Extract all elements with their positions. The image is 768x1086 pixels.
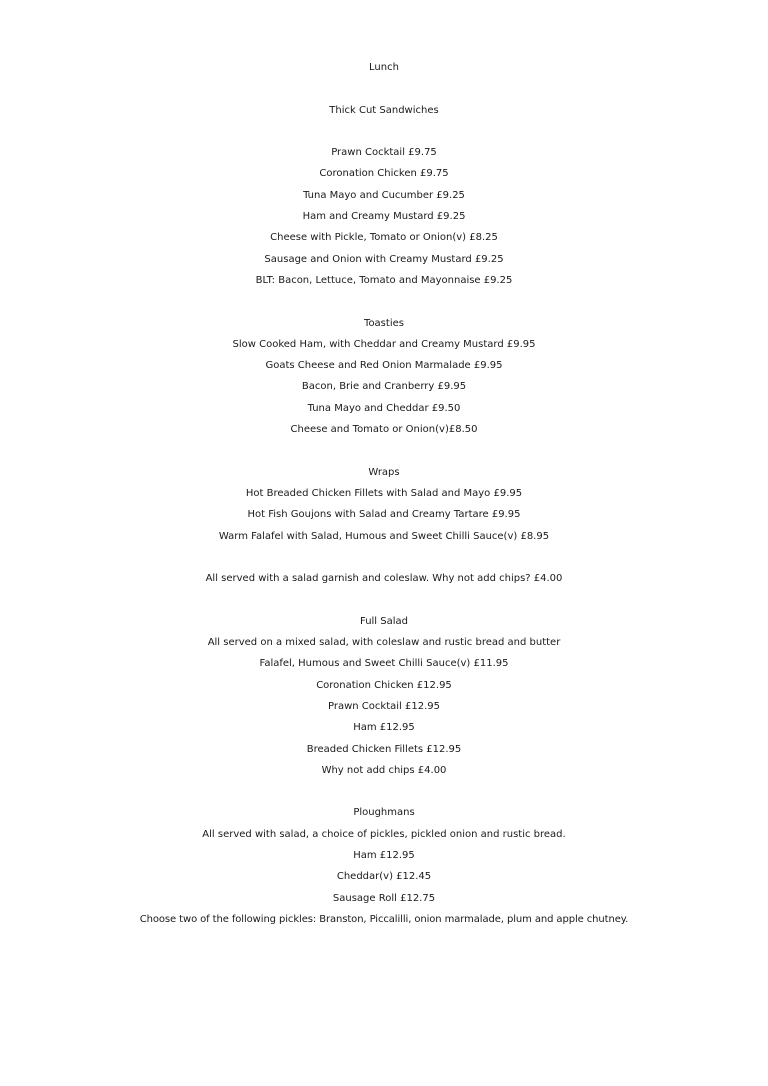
full-salad-item: Ham £12.95	[353, 722, 415, 734]
served-note: All served with a salad garnish and coleslaw. Why not add chips? £4.00	[205, 573, 563, 585]
spacer	[0, 121, 768, 142]
sandwich-item: Prawn Cocktail £9.75	[331, 147, 437, 159]
sandwiches-heading: Thick Cut Sandwiches	[329, 104, 439, 116]
spacer	[0, 440, 768, 461]
toastie-item: Goats Cheese and Red Onion Marmalade £9.95	[265, 360, 503, 372]
ploughmans-item: Sausage Roll £12.75	[332, 892, 436, 904]
toastie-item: Slow Cooked Ham, with Cheddar and Creamy Mustard £9.95	[232, 338, 536, 350]
menu-title: Lunch	[369, 62, 399, 73]
full-salad-item: Prawn Cocktail £12.95	[328, 700, 440, 712]
sandwich-item: Ham and Creamy Mustard £9.25	[302, 211, 466, 223]
wraps-heading: Wraps	[368, 466, 400, 478]
sandwich-item: Sausage and Onion with Creamy Mustard £9.25	[264, 253, 504, 265]
ploughmans-heading: Ploughmans	[353, 807, 415, 819]
full-salad-intro: All served on a mixed salad, with coleslaw and rustic bread and butter	[207, 637, 561, 649]
ploughmans-intro: All served with salad, a choice of pickles, pickled onion and rustic bread.	[202, 828, 566, 840]
full-salad-heading: Full Salad	[359, 615, 408, 627]
full-salad-item: Coronation Chicken £12.95	[316, 679, 452, 691]
wrap-item: Hot Fish Goujons with Salad and Creamy Tartare £9.95	[247, 509, 521, 521]
spacer	[0, 781, 768, 802]
toastie-item: Cheese and Tomato or Onion(v)£8.50	[290, 424, 478, 436]
sandwich-item: Coronation Chicken £9.75	[319, 168, 449, 180]
full-salad-item: Breaded Chicken Fillets £12.95	[306, 743, 462, 755]
pickles-note: Choose two of the following pickles: Branston, Piccalilli, onion marmalade, plum and apple chutney.	[139, 913, 629, 925]
spacer	[0, 589, 768, 610]
ploughmans-item: Cheddar(v) £12.45	[336, 871, 432, 883]
spacer	[0, 78, 768, 99]
lunch-menu	[0, 57, 768, 930]
wrap-item: Hot Breaded Chicken Fillets with Salad and Mayo £9.95	[245, 487, 523, 499]
toastie-item: Bacon, Brie and Cranberry £9.95	[301, 381, 467, 393]
toastie-item: Tuna Mayo and Cheddar £9.50	[307, 402, 461, 414]
wrap-item: Warm Falafel with Salad, Humous and Sweet Chilli Sauce(v) £8.95	[218, 530, 550, 542]
spacer	[0, 547, 768, 568]
sandwich-item: Tuna Mayo and Cucumber £9.25	[303, 189, 465, 201]
toasties-heading: Toasties	[364, 317, 404, 329]
full-salad-item: Falafel, Humous and Sweet Chilli Sauce(v) £11.95	[259, 658, 509, 670]
sandwich-item: Cheese with Pickle, Tomato or Onion(v) £8.25	[270, 232, 498, 244]
ploughmans-item: Ham £12.95	[353, 849, 415, 861]
full-salad-note: Why not add chips £4.00	[321, 764, 447, 776]
spacer	[0, 291, 768, 312]
sandwich-item: BLT: Bacon, Lettuce, Tomato and Mayonnaise £9.25	[255, 274, 513, 286]
